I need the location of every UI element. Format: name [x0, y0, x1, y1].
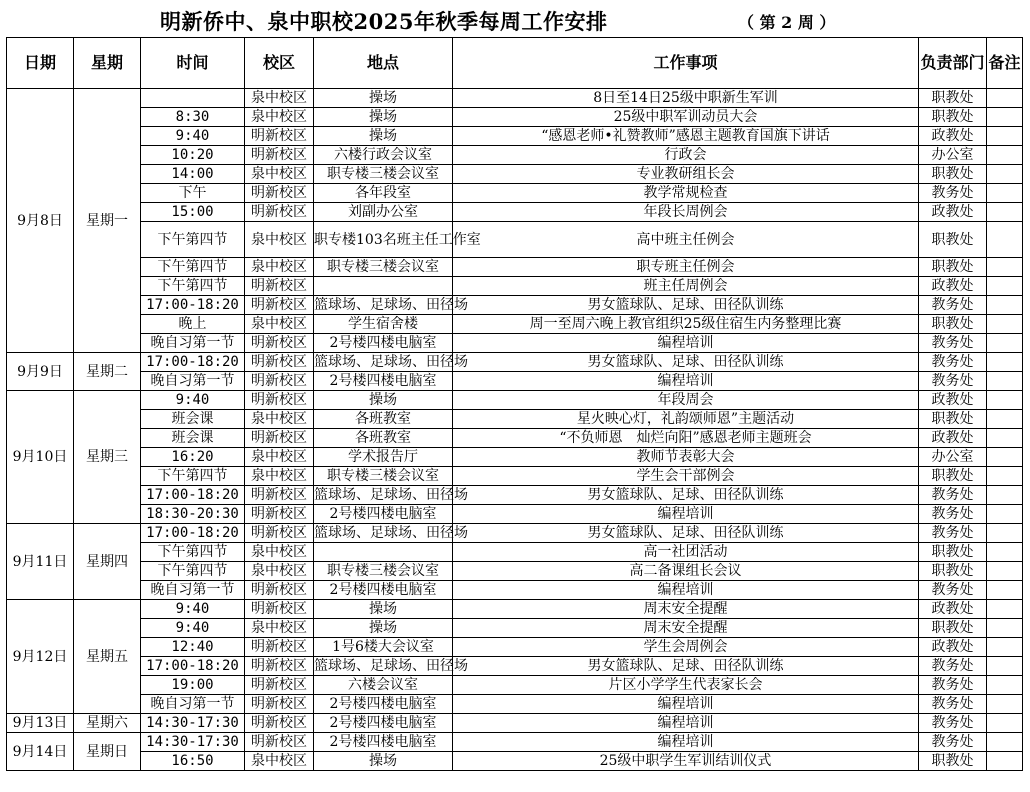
task-cell: 男女篮球队、足球、田径队训练: [453, 486, 919, 505]
table-row: [7, 353, 1023, 372]
header-task: 工作事项: [453, 38, 919, 89]
table-row: [7, 524, 1023, 543]
time-cell: 17:00-18:20: [141, 353, 245, 372]
dept-cell: 职教处: [919, 752, 987, 771]
task-cell: 编程培训: [453, 372, 919, 391]
table-row: [7, 695, 1023, 714]
place-cell: 职专楼三楼会议室: [314, 258, 453, 277]
place-cell: 1号6楼大会议室: [314, 638, 453, 657]
date-cell: 9月12日: [7, 600, 74, 714]
table-row: [7, 146, 1023, 165]
note-cell: [987, 296, 1023, 315]
campus-cell: 明新校区: [245, 714, 314, 733]
campus-cell: 明新校区: [245, 581, 314, 600]
task-cell: 周末安全提醒: [453, 619, 919, 638]
time-cell: 17:00-18:20: [141, 657, 245, 676]
table-row: [7, 184, 1023, 203]
dept-cell: 职教处: [919, 543, 987, 562]
place-cell: [314, 277, 453, 296]
task-cell: 周一至周六晚上教官组织25级住宿生内务整理比赛: [453, 315, 919, 334]
campus-cell: 泉中校区: [245, 410, 314, 429]
place-cell: 操场: [314, 600, 453, 619]
place-cell: 刘副办公室: [314, 203, 453, 222]
page-title: 明新侨中、泉中职校2025年秋季每周工作安排: [160, 9, 608, 34]
time-cell: 17:00-18:20: [141, 486, 245, 505]
note-cell: [987, 391, 1023, 410]
weekday-cell: 星期一: [74, 89, 141, 353]
time-cell: 班会课: [141, 410, 245, 429]
dept-cell: 职教处: [919, 619, 987, 638]
place-cell: 职专楼三楼会议室: [314, 562, 453, 581]
place-cell: 2号楼四楼电脑室: [314, 372, 453, 391]
note-cell: [987, 184, 1023, 203]
title-row: [0, 0, 1030, 38]
task-cell: 周末安全提醒: [453, 600, 919, 619]
weekday-cell: 星期五: [74, 600, 141, 714]
dept-cell: 职教处: [919, 108, 987, 127]
date-cell: 9月11日: [7, 524, 74, 600]
campus-cell: 明新校区: [245, 600, 314, 619]
time-cell: 14:00: [141, 165, 245, 184]
note-cell: [987, 524, 1023, 543]
time-cell: 10:20: [141, 146, 245, 165]
dept-cell: 政教处: [919, 638, 987, 657]
table-row: [7, 258, 1023, 277]
campus-cell: 泉中校区: [245, 448, 314, 467]
schedule-table: [6, 37, 1023, 771]
note-cell: [987, 203, 1023, 222]
place-cell: [314, 543, 453, 562]
table-row: [7, 165, 1023, 184]
time-cell: 下午第四节: [141, 222, 245, 258]
place-cell: 各班教室: [314, 410, 453, 429]
note-cell: [987, 334, 1023, 353]
place-cell: 各班教室: [314, 429, 453, 448]
campus-cell: 明新校区: [245, 146, 314, 165]
time-cell: 下午第四节: [141, 277, 245, 296]
dept-cell: 职教处: [919, 222, 987, 258]
dept-cell: 教务处: [919, 676, 987, 695]
task-cell: 编程培训: [453, 733, 919, 752]
note-cell: [987, 638, 1023, 657]
table-row: [7, 203, 1023, 222]
note-cell: [987, 543, 1023, 562]
note-cell: [987, 486, 1023, 505]
note-cell: [987, 165, 1023, 184]
time-cell: 18:30-20:30: [141, 505, 245, 524]
dept-cell: 政教处: [919, 600, 987, 619]
time-cell: 晚上: [141, 315, 245, 334]
time-cell: 8:30: [141, 108, 245, 127]
task-cell: 男女篮球队、足球、田径队训练: [453, 296, 919, 315]
place-cell: 2号楼四楼电脑室: [314, 581, 453, 600]
task-cell: 学生会干部例会: [453, 467, 919, 486]
note-cell: [987, 410, 1023, 429]
note-cell: [987, 89, 1023, 108]
campus-cell: 泉中校区: [245, 752, 314, 771]
place-cell: 篮球场、足球场、田径场: [314, 658, 468, 674]
dept-cell: 职教处: [919, 467, 987, 486]
campus-cell: 明新校区: [245, 277, 314, 296]
place-cell: 职专楼三楼会议室: [314, 165, 453, 184]
campus-cell: 明新校区: [245, 334, 314, 353]
dept-cell: 教务处: [919, 372, 987, 391]
task-cell: 班主任周例会: [453, 277, 919, 296]
table-row: [7, 296, 1023, 315]
header-dept: 负责部门: [919, 38, 987, 89]
dept-cell: 教务处: [919, 581, 987, 600]
task-cell: 男女篮球队、足球、田径队训练: [453, 524, 919, 543]
time-cell: 下午第四节: [141, 258, 245, 277]
note-cell: [987, 146, 1023, 165]
task-cell: 25级中职军训动员大会: [453, 108, 919, 127]
table-row: [7, 315, 1023, 334]
header-weekday: 星期: [74, 38, 141, 89]
dept-cell: 教务处: [919, 184, 987, 203]
time-cell: 下午: [141, 184, 245, 203]
table-row: [7, 391, 1023, 410]
task-cell: 男女篮球队、足球、田径队训练: [453, 657, 919, 676]
table-row: [7, 657, 1023, 676]
campus-cell: 泉中校区: [245, 543, 314, 562]
campus-cell: 泉中校区: [245, 619, 314, 638]
task-cell: 年段长周例会: [453, 203, 919, 222]
task-cell: 年段周会: [453, 391, 919, 410]
campus-cell: 泉中校区: [245, 108, 314, 127]
dept-cell: 教务处: [919, 505, 987, 524]
note-cell: [987, 581, 1023, 600]
table-row: [7, 676, 1023, 695]
task-cell: 职专班主任例会: [453, 258, 919, 277]
note-cell: [987, 372, 1023, 391]
note-cell: [987, 448, 1023, 467]
place-cell: 操场: [314, 752, 453, 771]
note-cell: [987, 222, 1023, 258]
dept-cell: 职教处: [919, 165, 987, 184]
campus-cell: 明新校区: [245, 524, 314, 543]
task-cell: 行政会: [453, 146, 919, 165]
time-cell: 晚自习第一节: [141, 695, 245, 714]
time-cell: [141, 89, 245, 108]
table-row: [7, 277, 1023, 296]
place-cell: 2号楼四楼电脑室: [314, 733, 453, 752]
note-cell: [987, 127, 1023, 146]
note-cell: [987, 353, 1023, 372]
campus-cell: 泉中校区: [245, 222, 314, 258]
note-cell: [987, 277, 1023, 296]
table-row: [7, 448, 1023, 467]
place-cell: 2号楼四楼电脑室: [314, 714, 453, 733]
dept-cell: 办公室: [919, 448, 987, 467]
table-row: [7, 467, 1023, 486]
task-cell: 男女篮球队、足球、田径队训练: [453, 353, 919, 372]
task-cell: 专业教研组长会: [453, 165, 919, 184]
dept-cell: 职教处: [919, 410, 987, 429]
time-cell: 下午第四节: [141, 562, 245, 581]
campus-cell: 明新校区: [245, 657, 314, 676]
time-cell: 14:30-17:30: [141, 733, 245, 752]
table-row: [7, 600, 1023, 619]
table-row: [7, 619, 1023, 638]
header-date: 日期: [7, 38, 74, 89]
note-cell: [987, 676, 1023, 695]
dept-cell: 教务处: [919, 353, 987, 372]
campus-cell: 明新校区: [245, 184, 314, 203]
table-row: [7, 638, 1023, 657]
dept-cell: 教务处: [919, 695, 987, 714]
time-cell: 16:50: [141, 752, 245, 771]
dept-cell: 教务处: [919, 296, 987, 315]
place-cell: 各年段室: [314, 184, 453, 203]
place-cell: 操场: [314, 108, 453, 127]
task-cell: 高一社团活动: [453, 543, 919, 562]
header-campus: 校区: [245, 38, 314, 89]
dept-cell: 政教处: [919, 391, 987, 410]
table-row: [7, 372, 1023, 391]
task-cell: 编程培训: [453, 334, 919, 353]
time-cell: 15:00: [141, 203, 245, 222]
schedule-body: [7, 89, 1023, 771]
time-cell: 晚自习第一节: [141, 372, 245, 391]
task-cell: 高二备课组长会议: [453, 562, 919, 581]
date-cell: 9月13日: [7, 714, 74, 733]
time-cell: 下午第四节: [141, 467, 245, 486]
task-cell: 25级中职学生军训结训仪式: [453, 752, 919, 771]
campus-cell: 泉中校区: [245, 315, 314, 334]
date-cell: 9月14日: [7, 733, 74, 771]
note-cell: [987, 600, 1023, 619]
place-cell: 职专楼三楼会议室: [314, 467, 453, 486]
place-cell: 六楼行政会议室: [314, 146, 453, 165]
campus-cell: 泉中校区: [245, 258, 314, 277]
dept-cell: 教务处: [919, 524, 987, 543]
task-cell: 编程培训: [453, 695, 919, 714]
time-cell: 班会课: [141, 429, 245, 448]
note-cell: [987, 695, 1023, 714]
table-row: [7, 714, 1023, 733]
note-cell: [987, 258, 1023, 277]
place-cell: 篮球场、足球场、田径场: [314, 354, 468, 370]
task-cell: 教师节表彰大会: [453, 448, 919, 467]
task-cell: 编程培训: [453, 505, 919, 524]
header-note: 备注: [987, 38, 1023, 89]
place-cell: 2号楼四楼电脑室: [314, 695, 453, 714]
task-cell: 编程培训: [453, 714, 919, 733]
place-cell: 篮球场、足球场、田径场: [314, 297, 468, 313]
campus-cell: 明新校区: [245, 733, 314, 752]
dept-cell: 教务处: [919, 714, 987, 733]
campus-cell: 明新校区: [245, 676, 314, 695]
time-cell: 9:40: [141, 391, 245, 410]
task-cell: “不负师恩 灿烂向阳”感恩老师主题班会: [453, 429, 919, 448]
campus-cell: 泉中校区: [245, 562, 314, 581]
table-row: [7, 562, 1023, 581]
dept-cell: 教务处: [919, 657, 987, 676]
time-cell: 17:00-18:20: [141, 296, 245, 315]
note-cell: [987, 657, 1023, 676]
note-cell: [987, 733, 1023, 752]
task-cell: 编程培训: [453, 581, 919, 600]
campus-cell: 明新校区: [245, 429, 314, 448]
header-row: [7, 38, 1023, 89]
campus-cell: 明新校区: [245, 505, 314, 524]
campus-cell: 明新校区: [245, 486, 314, 505]
dept-cell: 政教处: [919, 203, 987, 222]
place-cell: 操场: [314, 391, 453, 410]
place-cell: 六楼会议室: [314, 676, 453, 695]
dept-cell: 教务处: [919, 733, 987, 752]
table-row: [7, 581, 1023, 600]
note-cell: [987, 108, 1023, 127]
note-cell: [987, 467, 1023, 486]
place-cell: 操场: [314, 89, 453, 108]
dept-cell: 职教处: [919, 89, 987, 108]
date-cell: 9月9日: [7, 353, 74, 391]
campus-cell: 泉中校区: [245, 165, 314, 184]
note-cell: [987, 714, 1023, 733]
weekday-cell: 星期二: [74, 353, 141, 391]
place-cell: 2号楼四楼电脑室: [314, 334, 453, 353]
place-cell: 学术报告厅: [314, 448, 453, 467]
time-cell: 9:40: [141, 127, 245, 146]
table-row: [7, 89, 1023, 108]
table-row: [7, 733, 1023, 752]
dept-cell: 职教处: [919, 562, 987, 581]
weekday-cell: 星期日: [74, 733, 141, 771]
table-row: [7, 429, 1023, 448]
place-cell: 2号楼四楼电脑室: [314, 505, 453, 524]
place-cell: 学生宿舍楼: [314, 315, 453, 334]
campus-cell: 明新校区: [245, 391, 314, 410]
weekday-cell: 星期六: [74, 714, 141, 733]
task-cell: “感恩老师•礼赞教师”感恩主题教育国旗下讲话: [453, 127, 919, 146]
time-cell: 下午第四节: [141, 543, 245, 562]
time-cell: 19:00: [141, 676, 245, 695]
campus-cell: 明新校区: [245, 203, 314, 222]
task-cell: 教学常规检查: [453, 184, 919, 203]
header-time: 时间: [141, 38, 245, 89]
task-cell: 8日至14日25级中职新生军训: [453, 89, 919, 108]
table-row: [7, 334, 1023, 353]
campus-cell: 明新校区: [245, 296, 314, 315]
place-cell: 篮球场、足球场、田径场: [314, 487, 468, 503]
dept-cell: 教务处: [919, 486, 987, 505]
dept-cell: 政教处: [919, 127, 987, 146]
task-cell: 学生会周例会: [453, 638, 919, 657]
campus-cell: 明新校区: [245, 127, 314, 146]
dept-cell: 政教处: [919, 277, 987, 296]
date-cell: 9月10日: [7, 391, 74, 524]
header-place: 地点: [314, 38, 453, 89]
place-cell: 职专楼103名班主任工作室: [314, 222, 453, 258]
time-cell: 12:40: [141, 638, 245, 657]
campus-cell: 泉中校区: [245, 89, 314, 108]
place-cell: 操场: [314, 127, 453, 146]
task-cell: 星火映心灯，礼韵颂师恩”主题活动: [453, 410, 919, 429]
dept-cell: 办公室: [919, 146, 987, 165]
dept-cell: 政教处: [919, 429, 987, 448]
note-cell: [987, 562, 1023, 581]
table-row: [7, 410, 1023, 429]
task-cell: 片区小学学生代表家长会: [453, 676, 919, 695]
place-cell: 篮球场、足球场、田径场: [314, 525, 468, 541]
time-cell: 晚自习第一节: [141, 334, 245, 353]
weekday-cell: 星期四: [74, 524, 141, 600]
time-cell: 9:40: [141, 619, 245, 638]
dept-cell: 教务处: [919, 334, 987, 353]
date-cell: 9月8日: [7, 89, 74, 353]
campus-cell: 泉中校区: [245, 467, 314, 486]
campus-cell: 明新校区: [245, 353, 314, 372]
note-cell: [987, 505, 1023, 524]
time-cell: 17:00-18:20: [141, 524, 245, 543]
task-cell: 高中班主任例会: [453, 222, 919, 258]
table-row: [7, 543, 1023, 562]
campus-cell: 明新校区: [245, 695, 314, 714]
note-cell: [987, 752, 1023, 771]
table-row: [7, 752, 1023, 771]
dept-cell: 职教处: [919, 315, 987, 334]
campus-cell: 明新校区: [245, 372, 314, 391]
dept-cell: 职教处: [919, 258, 987, 277]
note-cell: [987, 429, 1023, 448]
time-cell: 9:40: [141, 600, 245, 619]
table-row: [7, 222, 1023, 258]
time-cell: 14:30-17:30: [141, 714, 245, 733]
week-label: （ 第 2 周 ）: [738, 13, 836, 32]
note-cell: [987, 315, 1023, 334]
weekday-cell: 星期三: [74, 391, 141, 524]
campus-cell: 明新校区: [245, 638, 314, 657]
time-cell: 16:20: [141, 448, 245, 467]
table-row: [7, 505, 1023, 524]
table-row: [7, 127, 1023, 146]
note-cell: [987, 619, 1023, 638]
table-row: [7, 108, 1023, 127]
place-cell: 操场: [314, 619, 453, 638]
time-cell: 晚自习第一节: [141, 581, 245, 600]
table-row: [7, 486, 1023, 505]
